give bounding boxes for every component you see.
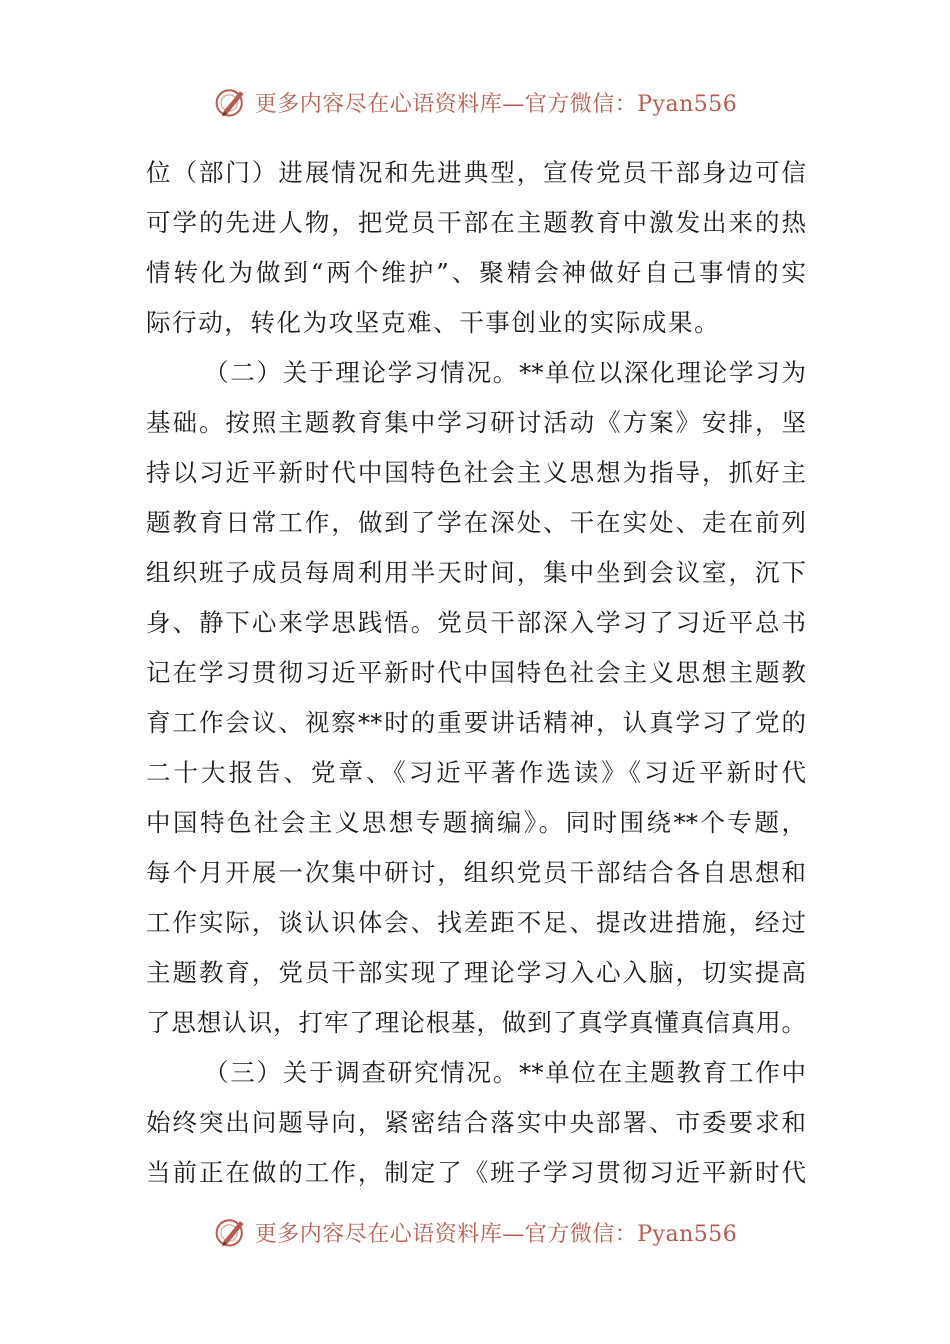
banner-text: 更多内容尽在心语资料库—官方微信：Pyan556 — [254, 91, 738, 117]
text-line: 主题教育，党员干部实现了理论学习入心入脑，切实提高 — [146, 958, 806, 987]
text-line: 身、静下心来学思践悟。党员干部深入学习了习近平总书 — [146, 608, 806, 637]
text-line: 情转化为做到“两个维护”、聚精会神做好自己事情的实 — [146, 258, 806, 287]
text-line: 可学的先进人物，把党员干部在主题教育中激发出来的热 — [146, 208, 806, 237]
pen-logo-icon — [213, 1214, 249, 1250]
paragraph-heading-line: （二）关于理论学习情况。**单位以深化理论学习为 — [204, 358, 806, 387]
paragraph-heading-line: （三）关于调查研究情况。**单位在主题教育工作中 — [204, 1058, 806, 1087]
text-line: 中国特色社会主义思想专题摘编》。同时围绕**个专题， — [146, 808, 806, 837]
banner-text: 更多内容尽在心语资料库—官方微信：Pyan556 — [254, 1221, 738, 1247]
text-line: 二十大报告、党章、《习近平著作选读》《习近平新时代 — [146, 758, 806, 787]
text-line: 际行动，转化为攻坚克难、干事创业的实际成果。 — [146, 308, 721, 337]
footer-banner — [0, 1212, 950, 1252]
text-line: 位（部门）进展情况和先进典型，宣传党员干部身边可信 — [146, 158, 806, 187]
text-line: 当前正在做的工作，制定了《班子学习贯彻习近平新时代 — [146, 1158, 806, 1187]
text-line: 题教育日常工作，做到了学在深处、干在实处、走在前列 — [146, 508, 806, 537]
text-line: 基础。按照主题教育集中学习研讨活动《方案》安排，坚 — [146, 408, 806, 437]
text-line: 持以习近平新时代中国特色社会主义思想为指导，抓好主 — [146, 458, 806, 487]
text-line: 了思想认识，打牢了理论根基，做到了真学真懂真信真用。 — [146, 1008, 806, 1037]
text-line: 记在学习贯彻习近平新时代中国特色社会主义思想主题教 — [146, 658, 806, 687]
text-line: 育工作会议、视察**时的重要讲话精神，认真学习了党的 — [146, 708, 806, 737]
document-body — [146, 148, 806, 1198]
text-line: 每个月开展一次集中研讨，组织党员干部结合各自思想和 — [146, 858, 806, 887]
text-line: 工作实际，谈认识体会、找差距不足、提改进措施，经过 — [146, 908, 806, 937]
pen-logo-icon — [213, 84, 249, 120]
text-line: 始终突出问题导向，紧密结合落实中央部署、市委要求和 — [146, 1108, 806, 1137]
text-line: 组织班子成员每周利用半天时间，集中坐到会议室，沉下 — [146, 558, 806, 587]
header-banner — [0, 82, 950, 122]
